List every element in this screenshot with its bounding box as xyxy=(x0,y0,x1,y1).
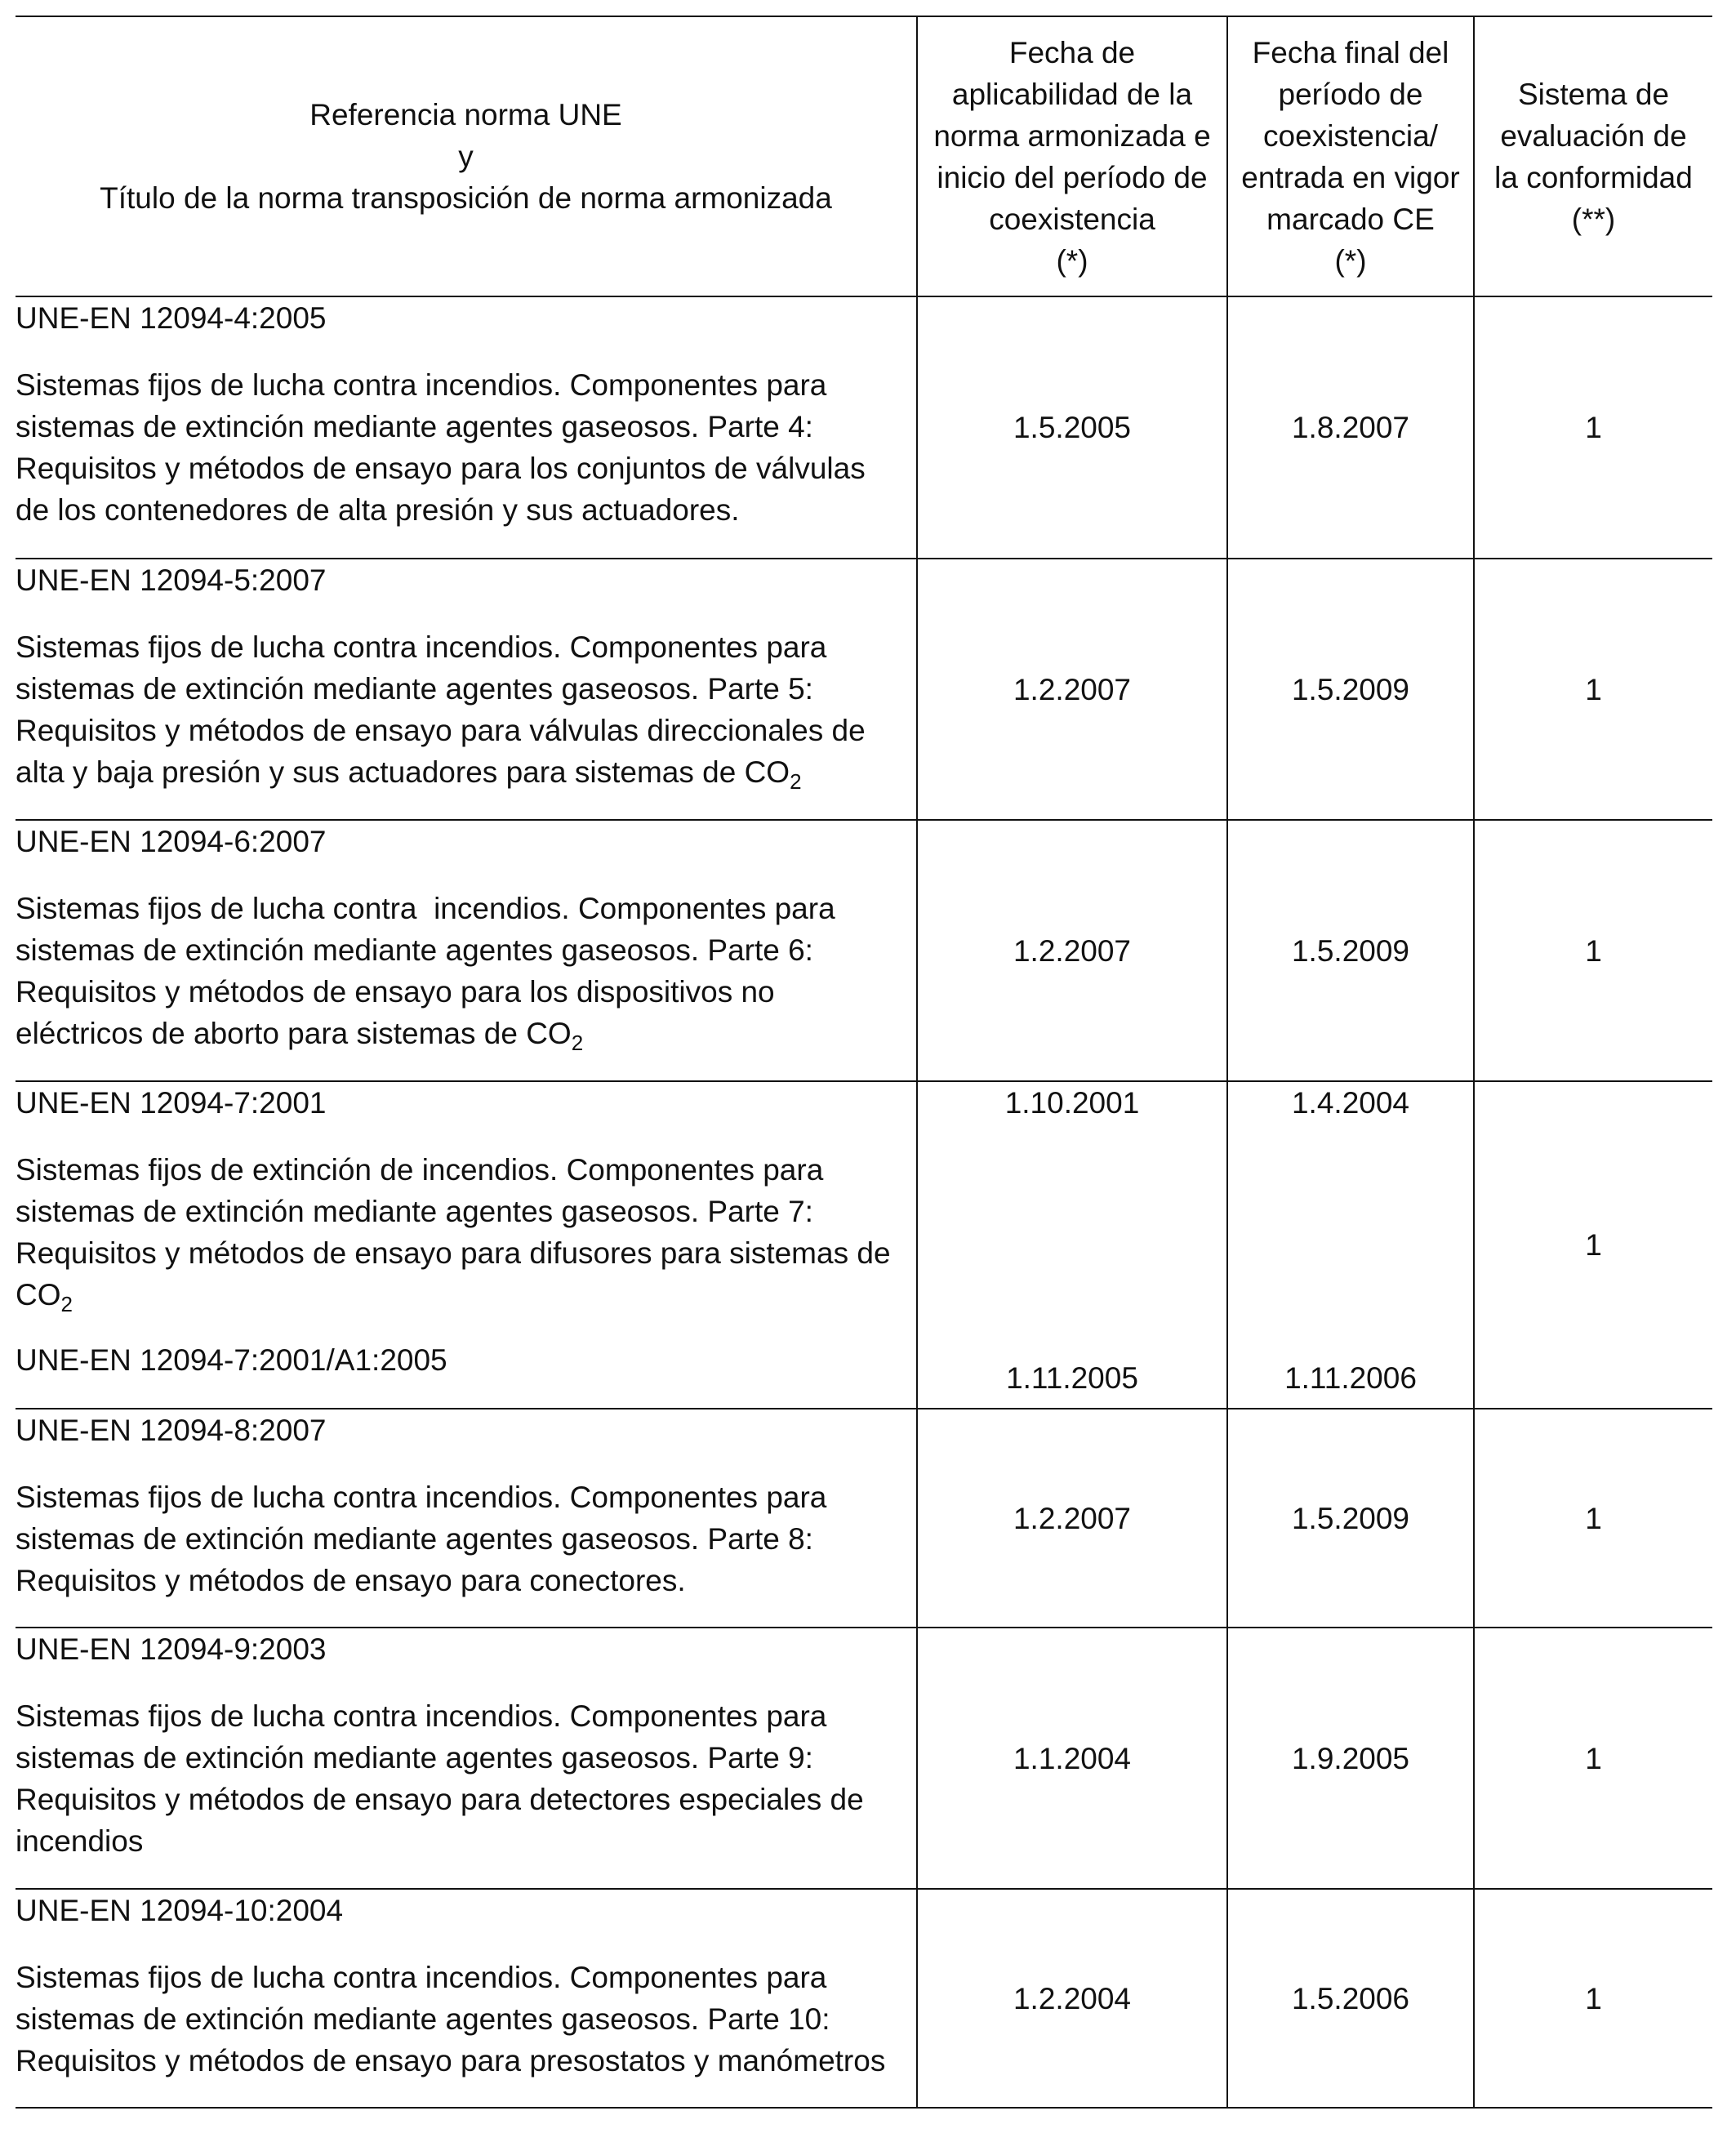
final-date-cell: 1.5.2009 xyxy=(1227,559,1474,820)
conformity-system-cell: 1 xyxy=(1474,1081,1712,1409)
header-final-date: Fecha final del período de coexistencia/ entrada en vigor marcado CE (*) xyxy=(1227,16,1474,296)
subscript-2: 2 xyxy=(60,1292,73,1316)
applicability-date-cell: 1.2.2007 xyxy=(917,820,1227,1081)
header-conformity-system: Sistema de evaluación de la conformidad (**) xyxy=(1474,16,1712,296)
conformity-system-cell: 1 xyxy=(1474,820,1712,1081)
applicability-date-cell: 1.1.2004 xyxy=(917,1628,1227,1889)
table-row xyxy=(16,559,1712,820)
table-row xyxy=(16,820,1712,1081)
norm-code: UNE-EN 12094-8:2007 xyxy=(16,1414,327,1447)
subscript-2: 2 xyxy=(571,1031,584,1055)
norm-code: UNE-EN 12094-4:2005 xyxy=(16,301,327,335)
table-row xyxy=(16,1628,1712,1889)
final-date-cell: 1.5.2009 xyxy=(1227,820,1474,1081)
subscript-2: 2 xyxy=(790,769,802,794)
reference-cell xyxy=(16,820,917,1081)
table-row xyxy=(16,1081,1712,1409)
reference-cell xyxy=(16,559,917,820)
final-date-cell: 1.5.2006 xyxy=(1227,1889,1474,2108)
amendment-applicability-date: 1.11.2005 xyxy=(1006,1361,1138,1395)
norm-title: Sistemas fijos de lucha contra incendios. Componentes para sistemas de extinción mediante agentes gaseosos. Parte 10: Requisitos y métodos de ensayo para presostatos y manómetros xyxy=(16,1961,886,2077)
header-applicability-date: Fecha de aplicabilidad de la norma armonizada e inicio del período de coexistencia (*) xyxy=(917,16,1227,296)
final-date: 1.4.2004 xyxy=(1291,1086,1410,1120)
norm-title: Sistemas fijos de lucha contra incendios. Componentes para sistemas de extinción mediante agentes gaseosos. Parte 9: Requisitos y métodos de ensayo para detectores especiales de incendios xyxy=(16,1699,864,1858)
amendment-final-date: 1.11.2006 xyxy=(1284,1361,1417,1395)
final-date-cell: 1.8.2007 xyxy=(1227,296,1474,559)
reference-cell xyxy=(16,1409,917,1628)
norm-title: Sistemas fijos de lucha contra incendios. Componentes para sistemas de extinción mediante agentes gaseosos. Parte 4: Requisitos y métodos de ensayo para los conjuntos de válvulas de los contenedores de alta presión y sus actuadores. xyxy=(16,368,866,527)
norm-code: UNE-EN 12094-6:2007 xyxy=(16,825,327,858)
reference-cell xyxy=(16,1628,917,1889)
norm-code: UNE-EN 12094-10:2004 xyxy=(16,1894,344,1927)
conformity-system-cell: 1 xyxy=(1474,296,1712,559)
reference-cell xyxy=(16,1889,917,2108)
norm-code: UNE-EN 12094-5:2007 xyxy=(16,563,327,597)
applicability-date-cell xyxy=(917,1081,1227,1409)
final-date-cell: 1.5.2009 xyxy=(1227,1409,1474,1628)
applicability-date-cell: 1.2.2004 xyxy=(917,1889,1227,2108)
norm-title: Sistemas fijos de lucha contra incendios. Componentes para sistemas de extinción mediante agentes gaseosos. Parte 8: Requisitos y métodos de ensayo para conectores. xyxy=(16,1481,827,1597)
norm-title: Sistemas fijos de extinción de incendios. Componentes para sistemas de extinción mediante agentes gaseosos. Parte 7: Requisitos y métodos de ensayo para difusores para sistemas de $CO_2$ xyxy=(16,1153,891,1316)
final-date-cell: 1.9.2005 xyxy=(1227,1628,1474,1889)
table-row xyxy=(16,296,1712,559)
conformity-system-cell: 1 xyxy=(1474,559,1712,820)
amendment-code: UNE-EN 12094-7:2001/A1:2005 xyxy=(16,1343,447,1377)
norm-code: UNE-EN 12094-7:2001 xyxy=(16,1086,327,1120)
final-date-cell xyxy=(1227,1081,1474,1409)
header-reference: Referencia norma UNE y Título de la norma transposición de norma armonizada xyxy=(16,16,917,296)
applicability-date: 1.10.2001 xyxy=(1004,1086,1140,1120)
norm-title: Sistemas fijos de lucha contra incendios. Componentes para sistemas de extinción mediante agentes gaseosos. Parte 6: Requisitos y métodos de ensayo para los dispositivos no eléctricos de aborto para sistemas de $CO_2$ xyxy=(16,892,835,1055)
applicability-date-cell: 1.2.2007 xyxy=(917,559,1227,820)
table-row xyxy=(16,1889,1712,2108)
conformity-system-cell: 1 xyxy=(1474,1409,1712,1628)
reference-cell xyxy=(16,1081,917,1409)
reference-cell xyxy=(16,296,917,559)
applicability-date-cell: 1.2.2007 xyxy=(917,1409,1227,1628)
norms-table xyxy=(16,16,1712,2109)
header-row xyxy=(16,16,1712,296)
table-row xyxy=(16,1409,1712,1628)
applicability-date-cell: 1.5.2005 xyxy=(917,296,1227,559)
norm-code: UNE-EN 12094-9:2003 xyxy=(16,1632,327,1666)
norm-title: Sistemas fijos de lucha contra incendios. Componentes para sistemas de extinción mediante agentes gaseosos. Parte 5: Requisitos y métodos de ensayo para válvulas direccionales de alta y baja presión y sus actuadores para sistemas de $CO_2$ xyxy=(16,630,866,794)
conformity-system-cell: 1 xyxy=(1474,1628,1712,1889)
conformity-system-cell: 1 xyxy=(1474,1889,1712,2108)
